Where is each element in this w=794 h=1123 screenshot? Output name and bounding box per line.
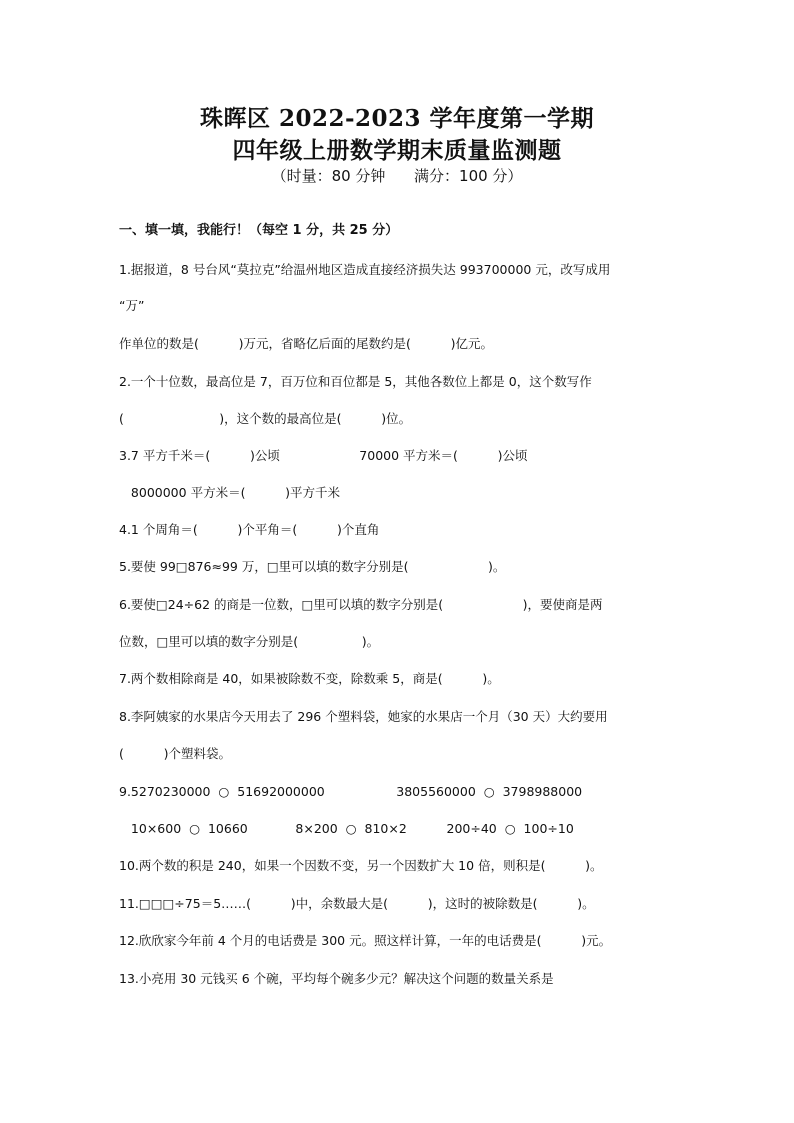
question-line: “万” bbox=[119, 298, 145, 313]
question-line: 1.据报道，8 号台风“莫拉克”给温州地区造成直接经济损失达 993700000 元，改写成用 bbox=[119, 262, 611, 277]
question-line: 7.两个数相除商是 40，如果被除数不变，除数乘 5，商是( )。 bbox=[119, 671, 500, 686]
question-line: 12.欣欣家今年前 4 个月的电话费是 300 元。照这样计算，一年的电话费是( )元。 bbox=[119, 933, 612, 948]
section-heading: 一、填一填，我能行！（每空 1 分，共 25 分） bbox=[119, 223, 399, 238]
exam-title-line2: 四年级上册数学期末质量监测题 bbox=[232, 137, 562, 164]
question-line: 11.□□□÷75＝5……( )中，余数最大是( )，这时的被除数是( )。 bbox=[119, 896, 595, 911]
question-line: 4.1 个周角＝( )个平角＝( )个直角 bbox=[119, 522, 380, 537]
question-line: 10×600 ○ 10660 8×200 ○ 810×2 200÷40 ○ 100÷10 bbox=[119, 821, 574, 836]
exam-time-score: （时量：80 分钟 满分：100 分） bbox=[271, 167, 523, 185]
question-line: 作单位的数是( )万元，省略亿后面的尾数约是( )亿元。 bbox=[119, 336, 493, 351]
question-line: 5.要使 99□876≈99 万，□里可以填的数字分别是( )。 bbox=[119, 559, 506, 574]
question-line: ( )，这个数的最高位是( )位。 bbox=[119, 411, 412, 426]
question-line: 位数，□里可以填的数字分别是( )。 bbox=[119, 634, 380, 649]
question-line: 9.5270230000 ○ 51692000000 3805560000 ○ 3798988000 bbox=[119, 784, 583, 799]
question-line: 2.一个十位数，最高位是 7，百万位和百位都是 5，其他各数位上都是 0，这个数写作 bbox=[119, 374, 592, 389]
question-line: 8000000 平方米＝( )平方千米 bbox=[119, 485, 341, 500]
question-line: ( )个塑料袋。 bbox=[119, 746, 231, 761]
exam-title-line1: 珠晖区 2022-2023 学年度第一学期 bbox=[199, 105, 595, 132]
question-line: 3.7 平方千米＝( )公顷 70000 平方米＝( )公顷 bbox=[119, 448, 528, 463]
question-line: 6.要使□24÷62 的商是一位数，□里可以填的数字分别是( )，要使商是两 bbox=[119, 597, 603, 612]
question-line: 10.两个数的积是 240，如果一个因数不变，另一个因数扩大 10 倍，则积是( )。 bbox=[119, 858, 603, 873]
question-line: 8.李阿姨家的水果店今天用去了 296 个塑料袋，她家的水果店一个月（30 天）大约要用 bbox=[119, 709, 608, 724]
question-line: 13.小亮用 30 元钱买 6 个碗，平均每个碗多少元？解决这个问题的数量关系是 bbox=[119, 971, 554, 986]
